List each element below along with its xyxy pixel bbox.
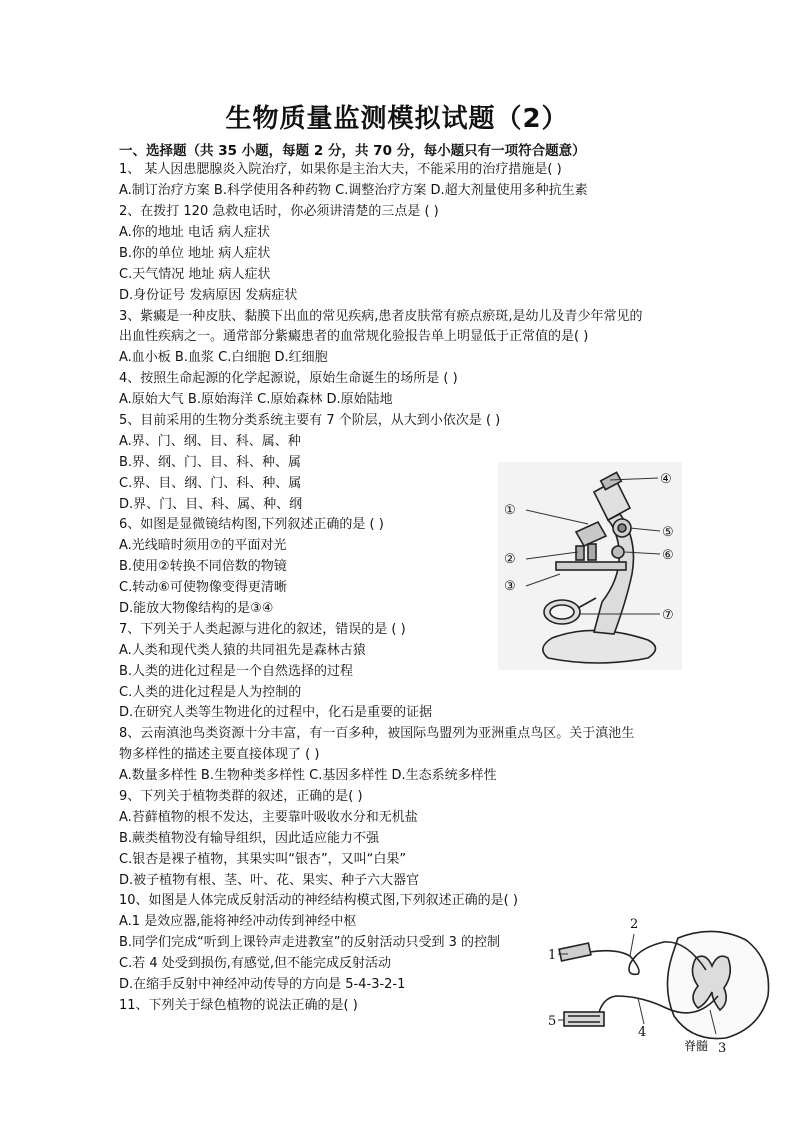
question-line: C.人类的进化过程是人为控制的 [119, 685, 302, 700]
microscope-label: ① [504, 503, 516, 518]
question-line: C.天气情况 地址 病人症状 [119, 267, 271, 282]
question-line: 物多样性的描述主要直接体现了 ( ) [119, 747, 320, 762]
question-line: B.界、纲、门、目、科、种、属 [119, 455, 302, 470]
microscope-label: ② [504, 552, 516, 567]
question-line: B.蕨类植物没有输导组织，因此适应能力不强 [119, 831, 380, 846]
section-heading: 一、选择题（共 35 小题，每题 2 分，共 70 分，每小题只有一项符合题意） [119, 143, 586, 159]
question-line: 3、紫癜是一种皮肤、黏膜下出血的常见疾病,患者皮肤常有瘀点瘀斑,是幼儿及青少年常见的 [119, 309, 643, 324]
question-line: C.若 4 处受到损伤,有感觉,但不能完成反射活动 [119, 956, 392, 971]
microscope-label: ③ [504, 579, 516, 594]
question-line: 2、在拨打 120 急救电话时，你必须讲清楚的三点是 ( ) [119, 204, 439, 219]
question-line: D.在研究人类等生物进化的过程中，化石是重要的证据 [119, 705, 433, 720]
question-line: 10、如图是人体完成反射活动的神经结构模式图,下列叙述正确的是( ) [119, 893, 518, 908]
question-line: A.血小板 B.血浆 C.白细胞 D.红细胞 [119, 350, 328, 365]
question-line: 7、下列关于人类起源与进化的叙述，错误的是 ( ) [119, 622, 406, 637]
page-title: 生物质量监测模拟试题（2） [225, 104, 569, 134]
question-line: B.同学们完成“听到上课铃声走进教室”的反射活动只受到 3 的控制 [119, 935, 501, 950]
microscope-label: ⑥ [662, 548, 674, 563]
question-line: 11、下列关于绿色植物的说法正确的是( ) [119, 998, 358, 1013]
reflex-label: 1 [548, 948, 557, 963]
question-line: A.数量多样性 B.生物种类多样性 C.基因多样性 D.生态系统多样性 [119, 768, 497, 783]
question-line: B.人类的进化过程是一个自然选择的过程 [119, 664, 354, 679]
microscope-label: ④ [660, 472, 672, 487]
reflex-label: 3 [718, 1041, 727, 1056]
question-line: C.转动⑥可使物像变得更清晰 [119, 580, 287, 595]
question-line: C.界、目、纲、门、科、种、属 [119, 476, 302, 491]
question-line: A.人类和现代类人猿的共同祖先是森林古猿 [119, 643, 366, 658]
reflex-label: 4 [638, 1025, 647, 1040]
question-line: A.你的地址 电话 病人症状 [119, 225, 271, 240]
microscope-figure [498, 462, 682, 670]
question-line: 9、下列关于植物类群的叙述，正确的是( ) [119, 789, 363, 804]
microscope-label: ⑦ [662, 608, 674, 623]
microscope-label: ⑤ [662, 525, 674, 540]
question-line: A.制订治疗方案 B.科学使用各种药物 C.调整治疗方案 D.超大剂量使用多种抗生素 [119, 183, 588, 198]
question-line: D.身份证号 发病原因 发病症状 [119, 288, 298, 303]
question-line: 出血性疾病之一。通常部分紫癜患者的血常规化验报告单上明显低于正常值的是( ) [119, 329, 589, 344]
question-line: A.光线暗时须用⑦的平面对光 [119, 538, 287, 553]
question-line: A.苔藓植物的根不发达，主要靠叶吸收水分和无机盐 [119, 810, 418, 825]
question-line: D.被子植物有根、茎、叶、花、果实、种子六大器官 [119, 873, 420, 888]
question-line: 5、目前采用的生物分类系统主要有 7 个阶层，从大到小依次是 ( ) [119, 413, 501, 428]
question-line: 6、如图是显微镜结构图,下列叙述正确的是 ( ) [119, 517, 384, 532]
question-line: B.使用②转换不同倍数的物镜 [119, 559, 287, 574]
question-line: D.能放大物像结构的是③④ [119, 601, 274, 616]
reflex-label: 2 [630, 917, 639, 932]
question-line: 1、 某人因患腮腺炎入院治疗，如果你是主治大夫，不能采用的治疗措施是( ) [119, 162, 562, 177]
question-line: A.界、门、纲、目、科、属、种 [119, 434, 301, 449]
reflex-arc-figure [546, 912, 784, 1058]
question-line: D.在缩手反射中神经冲动传导的方向是 5-4-3-2-1 [119, 977, 406, 992]
question-line: 4、按照生命起源的化学起源说，原始生命诞生的场所是 ( ) [119, 371, 458, 386]
spinal-cord-label: 脊髓 [684, 1039, 709, 1053]
question-line: A.1 是效应器,能将神经冲动传到神经中枢 [119, 914, 357, 929]
question-line: B.你的单位 地址 病人症状 [119, 246, 271, 261]
question-line: D.界、门、目、科、属、种、纲 [119, 497, 303, 512]
reflex-label: 5 [548, 1014, 557, 1029]
question-line: C.银杏是裸子植物，其果实叫“银杏”，又叫“白果” [119, 852, 407, 867]
question-line: 8、云南滇池鸟类资源十分丰富，有一百多种，被国际鸟盟列为亚洲重点鸟区。关于滇池生 [119, 726, 635, 741]
question-line: A.原始大气 B.原始海洋 C.原始森林 D.原始陆地 [119, 392, 393, 407]
